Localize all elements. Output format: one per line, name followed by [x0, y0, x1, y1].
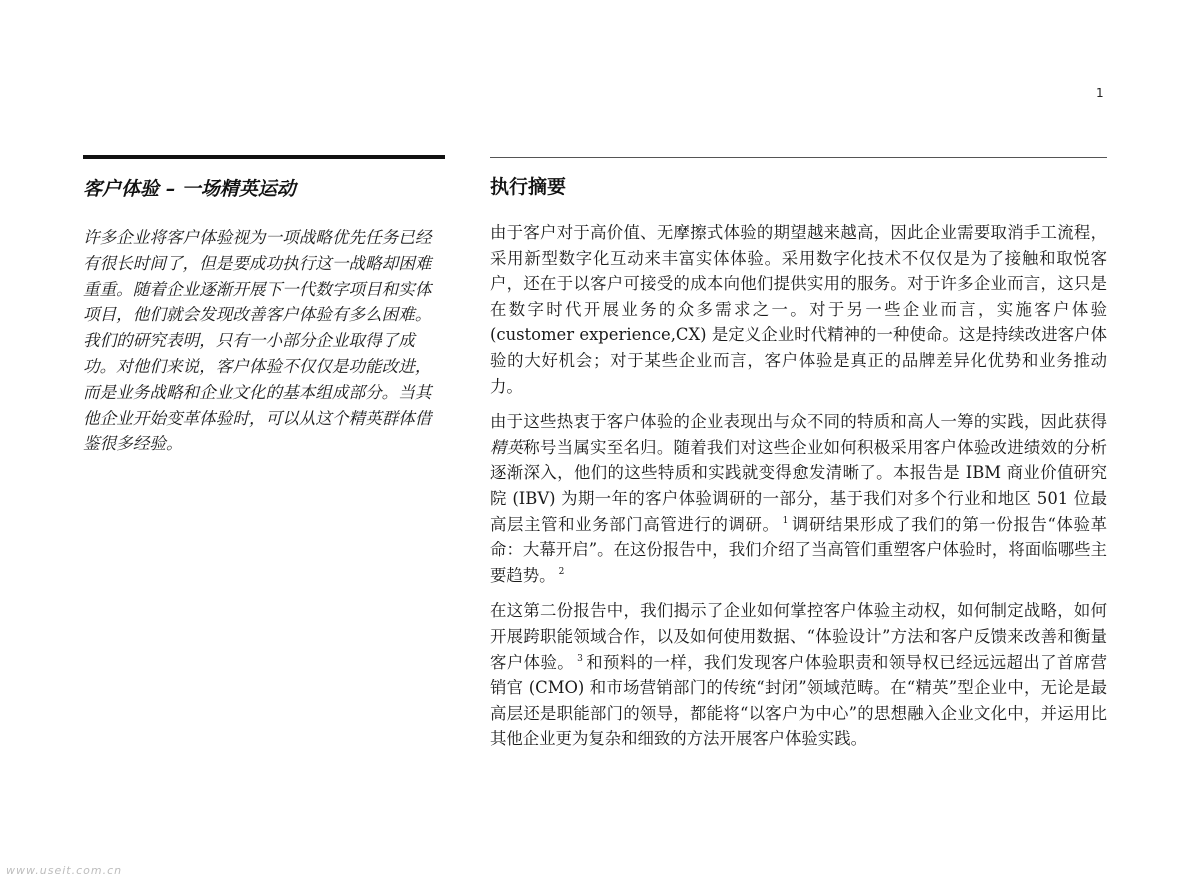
paragraph-2 [490, 409, 1107, 588]
paragraph-3-text-a: 在这第二份报告中，我们揭示了企业如何掌控客户体验主动权，如何制定战略，如何开展跨职能领域合作，以及如何使用数据、“体验设计”方法和客户反馈来改善和衡量客户体验。 [490, 601, 1107, 672]
watermark: www.useit.com.cn [6, 864, 123, 877]
paragraph-2-text-c: 调研结果形成了我们的第一份报告“体验革命：大幕开启”。在这份报告中，我们介绍了当高管们重塑客户体验时，将面临哪些主要趋势。 [490, 514, 1107, 585]
paragraph-2-text-a: 由于这些热衷于客户体验的企业表现出与众不同的特质和高人一筹的实践，因此获得 [490, 412, 1107, 432]
main-rule [490, 157, 1107, 158]
section-body [490, 220, 1107, 752]
sidebar-column [83, 155, 445, 457]
paragraph-2-text-b: 称号当属实至名归。随着我们对这些企业如何积极采用客户体验改进绩效的分析逐渐深入，他们的这些特质和实践就变得愈发清晰了。本报告是 IBM 商业价值研究院 (IBV) 为期一年的客户体验调研的一部分，基于我们对多个行业和地区 501 位最高层主管和业务部门高管进行的调研。 [490, 437, 1108, 534]
paragraph-3 [490, 598, 1107, 752]
footnote-ref-2: 2 [558, 566, 565, 577]
footnote-ref-1: 1 [782, 515, 789, 526]
paragraph-1: 由于客户对于高价值、无摩擦式体验的期望越来越高，因此企业需要取消手工流程，采用新型数字化互动来丰富实体体验。采用数字化技术不仅仅是为了接触和取悦客户，还在于以客户可接受的成本向他们提供实用的服务。对于许多企业而言，这只是在数字时代开展业务的众多需求之一。对于另一些企业而言，实施客户体验 (customer experience,CX) 是定义企业时代精神的一种使命。这是持续改进客户体验的大好机会；对于某些企业而言，客户体验是真正的品牌差异化优势和业务推动力。 [490, 223, 1107, 396]
sidebar-title: 客户体验 – 一场精英运动 [83, 178, 296, 200]
page-number: 1 [1096, 86, 1104, 100]
sidebar-intro: 许多企业将客户体验视为一项战略优先任务已经有很长时间了，但是要成功执行这一战略却困难重重。随着企业逐渐开展下一代数字项目和实体项目，他们就会发现改善客户体验有多么困难。我们的研究表明，只有一小部分企业取得了成功。对他们来说，客户体验不仅仅是功能改进，而是业务战略和企业文化的基本组成部分。当其他企业开始变革体验时，可以从这个精英群体借鉴很多经验。 [83, 228, 432, 454]
section-title: 执行摘要 [490, 176, 567, 198]
paragraph-3-text-b: 和预料的一样，我们发现客户体验职责和领导权已经远远超出了首席营销官 (CMO) 和市场营销部门的传统“封闭”领域范畴。在“精英”型企业中，无论是最高层还是职能部门的领导，都能将“以客户为中心”的思想融入企业文化中，并运用比其他企业更为复杂和细致的方法开展客户体验实践。 [490, 652, 1108, 749]
paragraph-2-emphasis: 精英 [490, 437, 524, 457]
sidebar-rule [83, 155, 445, 159]
footnote-ref-3: 3 [577, 653, 583, 664]
main-column [490, 157, 1107, 762]
